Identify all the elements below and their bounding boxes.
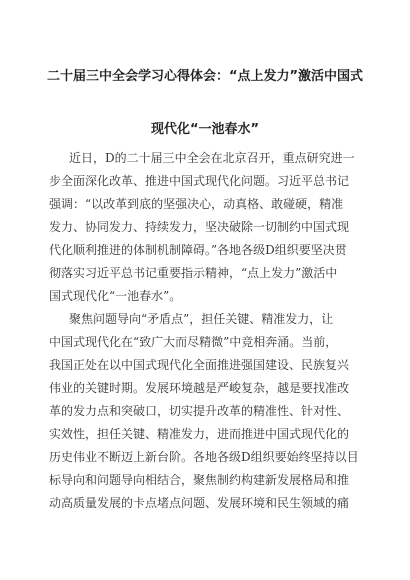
body-line-13: 实效性，担任关键、精准发力，进而推进中国式现代化的 (49, 427, 350, 441)
body-line-6: 彻落实习近平总书记重要指示精神，“点上发力”激活中 (49, 266, 338, 280)
body-line-11: 伟业的关键时期。发展环境越是严峻复杂，越是要找准改 (49, 381, 350, 395)
document-title-line-1: 二十届三中全会学习心得体会：“点上发力”激活中国式 (46, 69, 364, 84)
body-line-10: 我国正处在以中国式现代化全面推进强国建设、民族复兴 (49, 358, 350, 372)
body-line-8: 聚焦问题导向“矛盾点”，担任关键、精准发力，让 (69, 312, 334, 326)
document-title-line-2: 现代化“一池春水” (150, 122, 260, 137)
body-line-2: 步全面深化改革、推进中国式现代化问题。习近平总书记 (49, 174, 350, 188)
body-line-14: 历史伟业不断迈上新台阶。各地各级D组织要始终坚持以目 (49, 450, 359, 464)
body-line-3: 强调：“以改革到底的坚强决心，动真格、敢碰硬，精准 (49, 197, 344, 211)
body-line-7: 国式现代化“一池春水”。 (49, 289, 182, 303)
body-line-5: 代化顺利推进的体制机制障碍。”各地各级D组织要坚决贯 (49, 243, 347, 257)
body-line-12: 革的发力点和突破口，切实提升改革的精准性、针对性、 (49, 404, 350, 418)
body-line-1: 近日，D的二十届三中全会在北京召开，重点研究进一 (69, 151, 355, 165)
body-line-4: 发力、协同发力、持续发力，坚决破除一切制约中国式现 (49, 220, 350, 234)
body-line-9: 中国式现代化在“致广大而尽精微”中竞相奔涌。当前， (49, 335, 338, 349)
body-line-16: 动高质量发展的卡点堵点问题、发展环境和民生领域的痛 (49, 496, 350, 510)
body-line-15: 标导向和问题导向相结合，聚焦制约构建新发展格局和推 (49, 473, 350, 487)
